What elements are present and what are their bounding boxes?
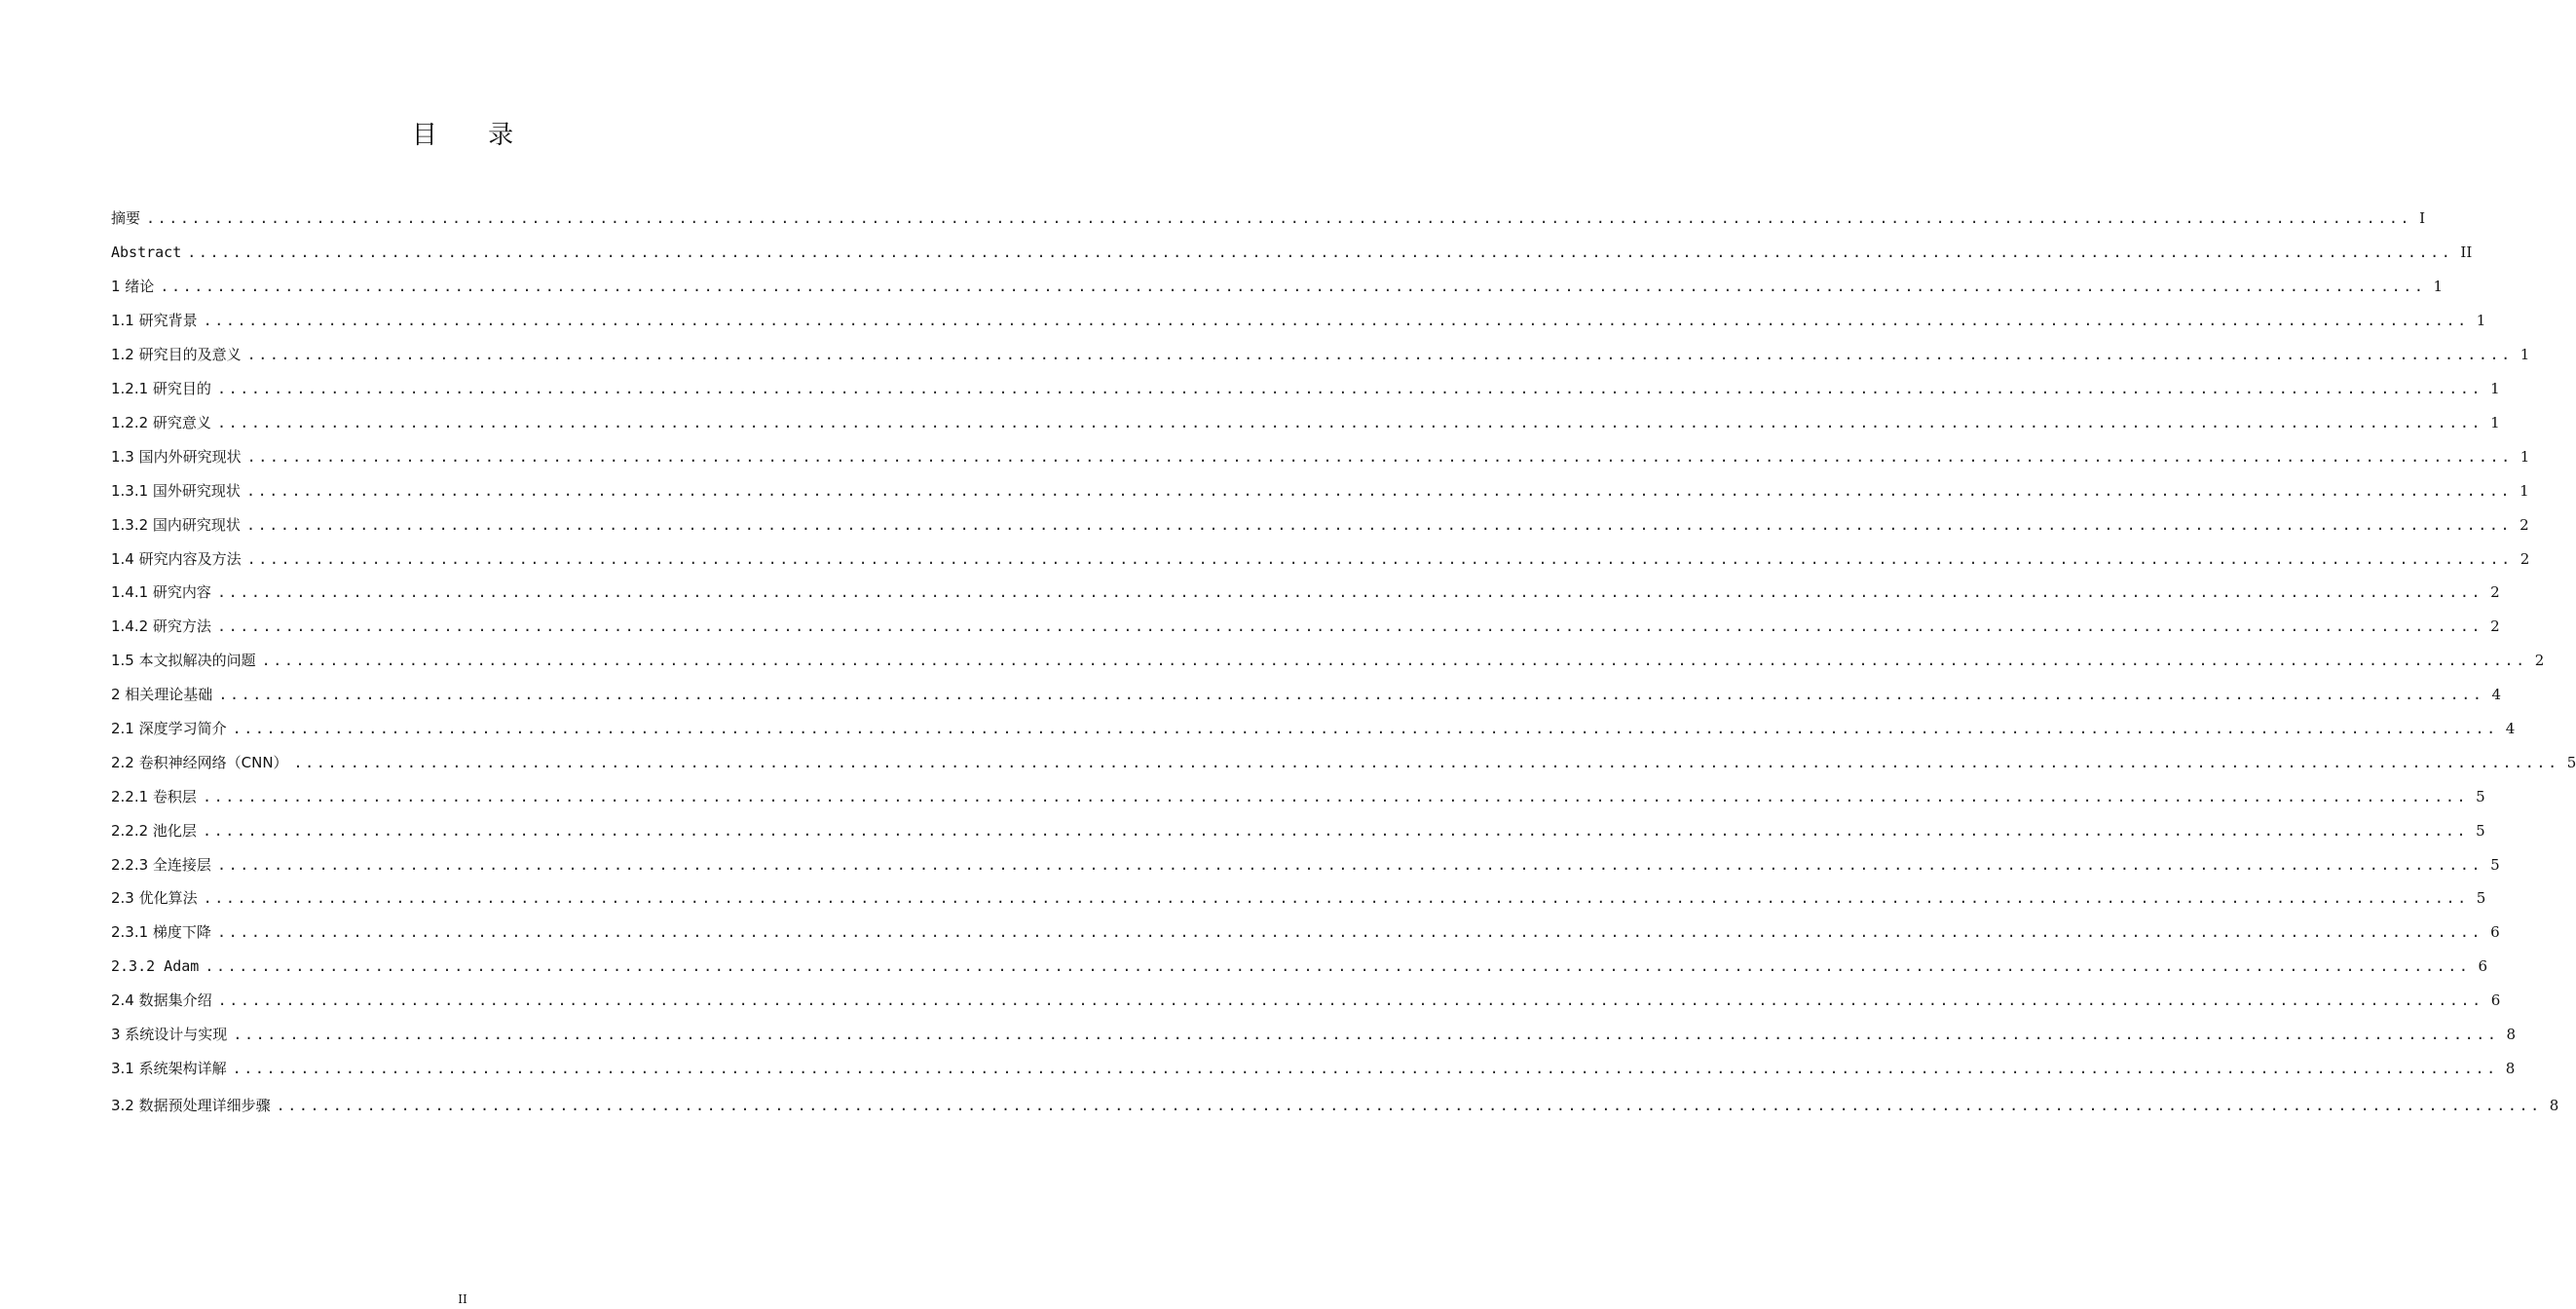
toc-entry-page: 8 [2506, 1026, 2517, 1043]
toc-entry[interactable] [111, 989, 2501, 1012]
toc-dot-leader: ........................................................................................................................................................................................................ [261, 652, 2527, 669]
toc-entry-label: 1.2 研究目的及意义 [111, 346, 242, 363]
toc-entry[interactable] [111, 819, 2485, 842]
toc-entry-label: 摘要 [111, 209, 141, 227]
toc-dot-leader: ........................................................................................................................................................................................................ [203, 889, 2469, 907]
toc-entry-label: 1.1 研究背景 [111, 312, 198, 329]
toc-dot-leader: ........................................................................................................................................................................................................ [293, 754, 2559, 771]
toc-entry-page: 2 [2520, 516, 2529, 534]
toc-entry[interactable] [111, 1094, 2559, 1117]
toc-dot-leader: ........................................................................................................................................................................................................ [232, 720, 2498, 737]
toc-entry[interactable] [111, 1023, 2517, 1046]
toc-entry-label: 2.1 深度学习简介 [111, 720, 227, 737]
toc-dot-leader: ........................................................................................................................................................................................................ [216, 617, 2483, 635]
toc-entry[interactable] [111, 886, 2486, 910]
toc-entry-label: 3.1 系统架构详解 [111, 1060, 227, 1077]
toc-entry-label: 2 相关理论基础 [111, 686, 213, 703]
toc-entry[interactable] [111, 717, 2516, 740]
toc-entry-label: 1.4.2 研究方法 [111, 617, 211, 635]
toc-entry-label: 2.2 卷积神经网络（CNN） [111, 754, 288, 771]
toc-entry-label: 3.2 数据预处理详细步骤 [111, 1097, 271, 1114]
toc-dot-leader: ........................................................................................................................................................................................................ [160, 278, 2426, 295]
toc-dot-leader: ........................................................................................................................................................................................................ [276, 1097, 2542, 1114]
toc-entry-label: 2.3.2 Adam [111, 957, 200, 975]
toc-entry-label: 1.4 研究内容及方法 [111, 550, 242, 568]
toc-entry-label: 1.3.2 国内研究现状 [111, 516, 241, 534]
toc-dot-leader: ........................................................................................................................................................................................................ [146, 209, 2412, 227]
toc-entry-label: 2.4 数据集介绍 [111, 991, 212, 1009]
toc-entry-page: 1 [2520, 448, 2530, 466]
toc-entry[interactable] [111, 920, 2500, 944]
toc-dot-leader: ........................................................................................................................................................................................................ [187, 243, 2453, 261]
toc-dot-leader: ........................................................................................................................................................................................................ [245, 516, 2513, 534]
toc-entry-page: 2 [2490, 617, 2500, 635]
toc-entry-page: 2 [2490, 583, 2500, 601]
toc-entry-page: 1 [2520, 346, 2530, 363]
toc-entry[interactable] [111, 377, 2500, 400]
toc-entry-page: 1 [2520, 482, 2529, 500]
toc-entry-page: 6 [2490, 923, 2500, 941]
toc-entry-page: 4 [2491, 686, 2502, 703]
toc-entry-label: Abstract [111, 243, 182, 261]
toc-dot-leader: ........................................................................................................................................................................................................ [202, 788, 2469, 805]
toc-entry[interactable] [111, 683, 2502, 706]
toc-dot-leader: ........................................................................................................................................................................................................ [216, 380, 2483, 397]
toc-entry-label: 1.5 本文拟解决的问题 [111, 652, 256, 669]
toc-entry-label: 2.2.2 池化层 [111, 822, 197, 840]
toc-entry[interactable] [111, 241, 2473, 264]
toc-entry-label: 2.3 优化算法 [111, 889, 198, 907]
toc-entry[interactable] [111, 615, 2500, 638]
toc-entry-label: 1.3 国内外研究现状 [111, 448, 242, 466]
toc-dot-leader: ........................................................................................................................................................................................................ [246, 550, 2513, 568]
toc-dot-leader: ........................................................................................................................................................................................................ [217, 991, 2483, 1009]
toc-entry-page: II [2460, 243, 2473, 261]
toc-entry-label: 2.3.1 梯度下降 [111, 923, 211, 941]
toc-entry[interactable] [111, 649, 2545, 672]
page-number: II [458, 1292, 467, 1306]
toc-entry[interactable] [111, 479, 2529, 503]
toc-entry[interactable] [111, 1057, 2516, 1080]
toc-entry[interactable] [111, 853, 2500, 877]
page-title: 目 录 [411, 121, 536, 150]
toc-entry-page: 2 [2534, 652, 2545, 669]
toc-dot-leader: ........................................................................................................................................................................................................ [216, 583, 2483, 601]
toc-dot-leader: ........................................................................................................................................................................................................ [245, 482, 2513, 500]
toc-entry[interactable] [111, 445, 2530, 468]
toc-entry[interactable] [111, 343, 2530, 366]
toc-entry-page: 5 [2476, 889, 2486, 907]
toc-entry-page: 5 [2490, 856, 2500, 874]
toc-entry-label: 2.2.1 卷积层 [111, 788, 197, 805]
toc-entry[interactable] [111, 206, 2426, 230]
toc-entry[interactable] [111, 513, 2529, 537]
toc-entry[interactable] [111, 751, 2576, 774]
toc-entry-page: 5 [2476, 788, 2485, 805]
toc-dot-leader: ........................................................................................................................................................................................................ [218, 686, 2484, 703]
toc-entry[interactable] [111, 580, 2500, 604]
toc-entry[interactable] [111, 275, 2444, 298]
toc-dot-leader: ........................................................................................................................................................................................................ [202, 822, 2469, 840]
toc-entry-page: 4 [2505, 720, 2516, 737]
toc-entry-label: 1.2.2 研究意义 [111, 414, 211, 431]
toc-dot-leader: ........................................................................................................................................................................................................ [205, 957, 2471, 975]
toc-entry-label: 1.3.1 国外研究现状 [111, 482, 241, 500]
toc-dot-leader: ........................................................................................................................................................................................................ [203, 312, 2469, 329]
toc-dot-leader: ........................................................................................................................................................................................................ [233, 1026, 2499, 1043]
toc-entry-page: 1 [2433, 278, 2444, 295]
toc-entry-page: 8 [2549, 1097, 2559, 1114]
toc-entry[interactable] [111, 785, 2485, 808]
toc-entry-page: I [2419, 209, 2426, 227]
toc-entry-page: 1 [2490, 380, 2500, 397]
toc-entry-label: 1.4.1 研究内容 [111, 583, 211, 601]
toc-entry[interactable] [111, 954, 2488, 978]
toc-entry-page: 1 [2476, 312, 2486, 329]
toc-entry-page: 5 [2566, 754, 2576, 771]
toc-entry[interactable] [111, 547, 2530, 571]
toc-dot-leader: ........................................................................................................................................................................................................ [216, 923, 2483, 941]
toc-dot-leader: ........................................................................................................................................................................................................ [216, 414, 2483, 431]
toc-dot-leader: ........................................................................................................................................................................................................ [246, 346, 2513, 363]
toc-entry-page: 8 [2505, 1060, 2516, 1077]
toc-entry-page: 6 [2478, 957, 2488, 975]
toc-entry-label: 1.2.1 研究目的 [111, 380, 211, 397]
toc-entry[interactable] [111, 309, 2486, 332]
toc-entry-page: 5 [2476, 822, 2485, 840]
toc-entry-label: 2.2.3 全连接层 [111, 856, 211, 874]
toc-dot-leader: ........................................................................................................................................................................................................ [246, 448, 2513, 466]
toc-entry-page: 6 [2490, 991, 2501, 1009]
toc-entry-label: 3 系统设计与实现 [111, 1026, 228, 1043]
toc-entry-page: 2 [2520, 550, 2530, 568]
toc-entry-label: 1 绪论 [111, 278, 155, 295]
toc-dot-leader: ........................................................................................................................................................................................................ [216, 856, 2483, 874]
toc-entry[interactable] [111, 411, 2500, 434]
toc-dot-leader: ........................................................................................................................................................................................................ [232, 1060, 2498, 1077]
toc-entry-page: 1 [2490, 414, 2500, 431]
